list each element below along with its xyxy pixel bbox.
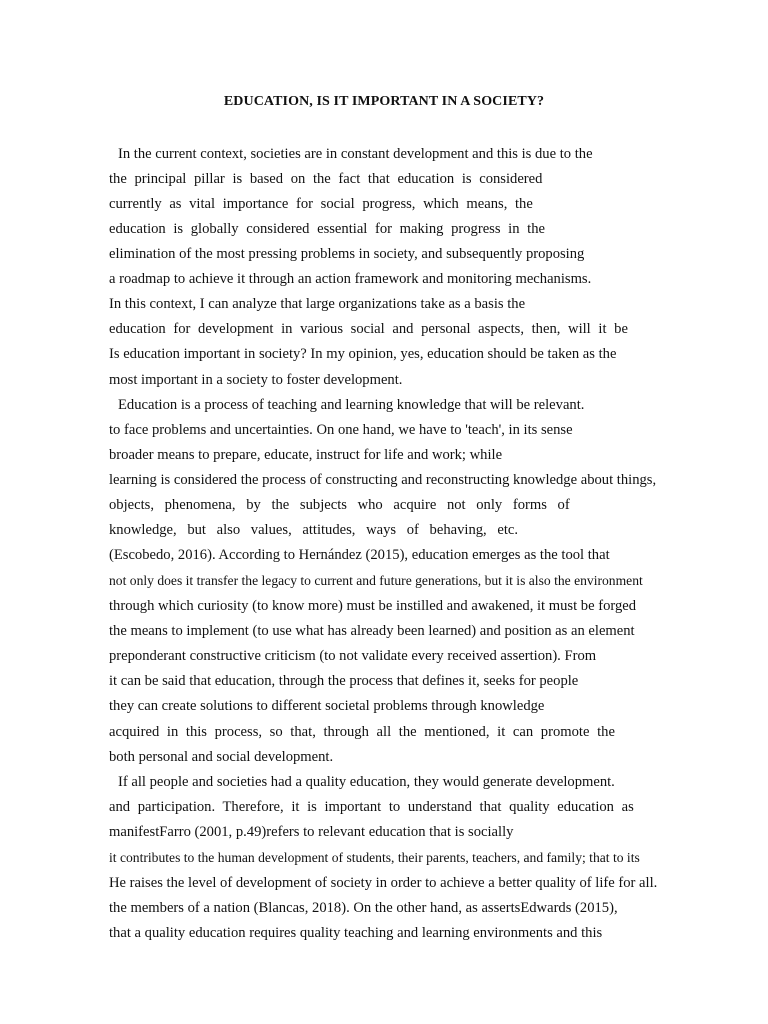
text-line: most important in a society to foster development. [109,372,403,388]
text-line: they can create solutions to different societal problems through knowledge [109,698,545,714]
text-line: it contributes to the human development of students, their parents, teachers, and family; that to its [109,850,640,865]
text-line: In the current context, societies are in constant development and this is due to the [118,146,593,162]
text-line: Education is a process of teaching and learning knowledge that will be relevant. [118,397,585,413]
text-line: acquired in this process, so that, through all the mentioned, it can promote the [109,724,615,740]
text-line: to face problems and uncertainties. On one hand, we have to 'teach', in its sense [109,422,573,438]
text-line: Is education important in society? In my opinion, yes, education should be taken as the [109,346,617,362]
document-title: EDUCATION, IS IT IMPORTANT IN A SOCIETY? [223,94,545,109]
text-line: elimination of the most pressing problems in society, and subsequently proposing [109,246,585,262]
text-line: broader means to prepare, educate, instruct for life and work; while [109,447,503,463]
text-line: manifestFarro (2001, p.49)refers to relevant education that is socially [109,824,514,840]
text-line: In this context, I can analyze that large organizations take as a basis the [109,296,526,312]
text-line: both personal and social development. [109,749,334,765]
text-line: that a quality education requires quality teaching and learning environments and this [109,925,603,941]
text-line: He raises the level of development of society in order to achieve a better quality of life for all. [109,875,658,891]
text-line: currently as vital importance for social progress, which means, the [109,196,533,212]
text-line: through which curiosity (to know more) must be instilled and awakened, it must be forged [109,598,637,614]
text-line: knowledge, but also values, attitudes, ways of behaving, etc. [109,522,519,538]
text-line: the members of a nation (Blancas, 2018). On the other hand, as assertsEdwards (2015), [109,900,618,916]
text-line: it can be said that education, through the process that defines it, seeks for people [109,673,579,689]
text-line: If all people and societies had a quality education, they would generate development. [118,774,615,790]
text-line: the means to implement (to use what has already been learned) and position as an element [109,623,635,639]
text-line: objects, phenomena, by the subjects who acquire not only forms of [109,497,570,513]
text-line: education for development in various social and personal aspects, then, will it be [109,321,628,337]
text-line: (Escobedo, 2016). According to Hernández (2015), education emerges as the tool that [109,547,610,563]
text-line: preponderant constructive criticism (to not validate every received assertion). From [109,648,597,664]
text-line: education is globally considered essential for making progress in the [109,221,546,237]
text-line: learning is considered the process of constructing and reconstructing knowledge about things, [109,472,657,488]
text-line: and participation. Therefore, it is important to understand that quality education as [109,799,634,815]
text-line: not only does it transfer the legacy to current and future generations, but it is also the environment [109,573,643,588]
text-line: a roadmap to achieve it through an action framework and monitoring mechanisms. [109,271,592,287]
text-line: the principal pillar is based on the fact that education is considered [109,171,543,187]
